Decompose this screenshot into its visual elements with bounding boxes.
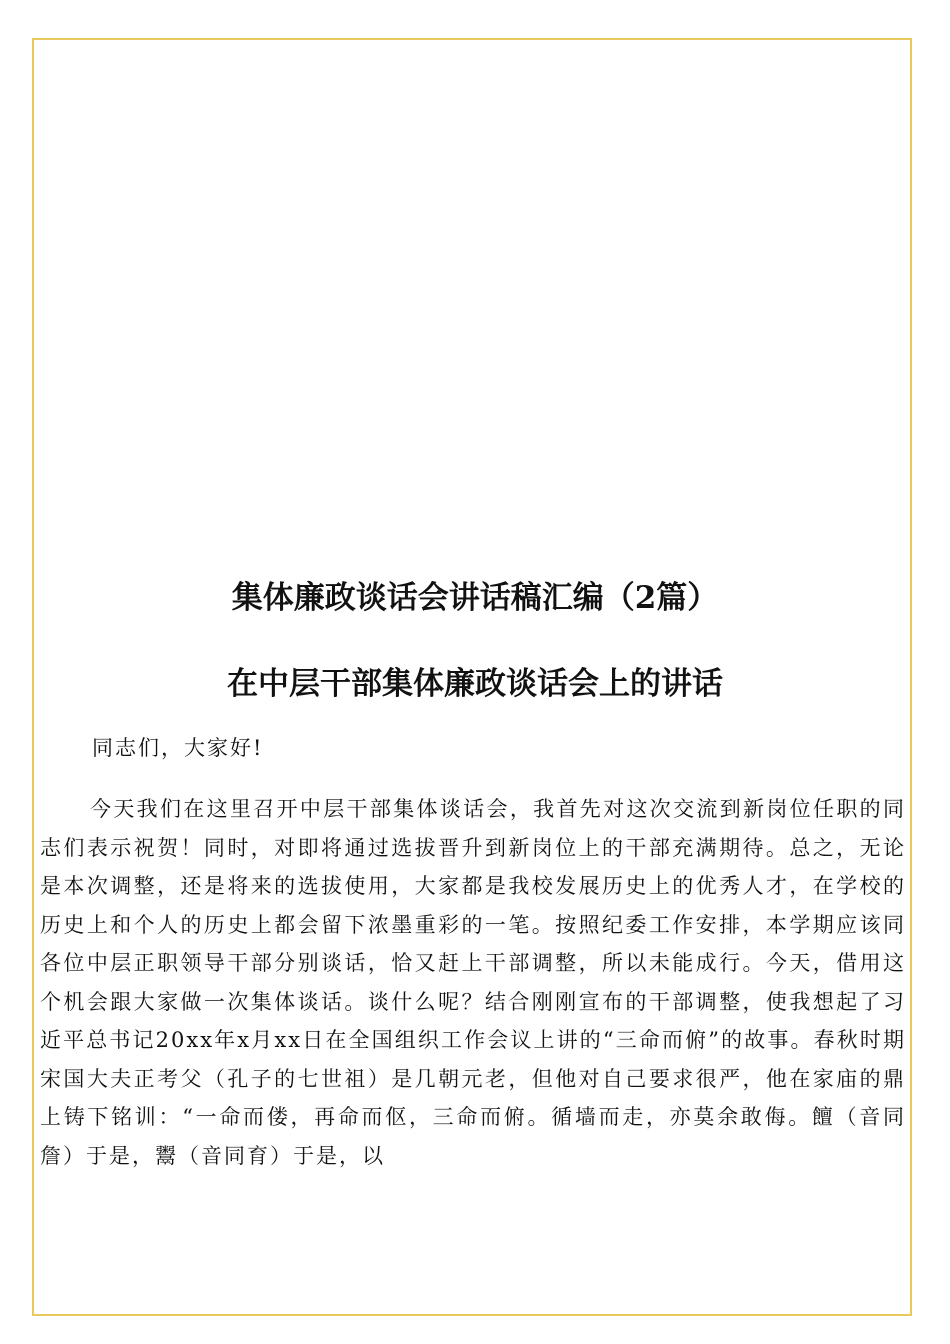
speech-title: 在中层干部集体廉政谈话会上的讲话 [227, 666, 723, 702]
body-paragraph: 今天我们在这里召开中层干部集体谈话会，我首先对这次交流到新岗位任职的同志们表示祝贺！同时，对即将通过选拔晋升到新岗位上的干部充满期待。总之，无论是本次调整，还是将来的选拔使用，大家都是我校发展历史上的优秀人才，在学校的历史上和个人的历史上都会留下浓墨重彩的一笔。按照纪委工作安排，本学期应该同各位中层正职领导干部分别谈话，恰又赶上干部调整，所以未能成行。今天，借用这个机会跟大家做一次集体谈话。谈什么呢？结合刚刚宣布的干部调整，使我想起了习近平总书记20xx年x月xx日在全国组织工作会议上讲的“三命而俯”的故事。春秋时期宋国大夫正考父（孔子的七世祖）是几朝元老，但他对自己要求很严，他在家庙的鼎上铸下铭训：“一命而偻，再命而伛，三命而俯。循墙而走，亦莫余敢侮。饘（音同詹）于是，鬻（音同育）于是，以 [40, 797, 906, 1168]
greeting: 同志们，大家好! [92, 736, 264, 760]
document-title: 集体廉政谈话会讲话稿汇编（2篇） [231, 580, 719, 616]
